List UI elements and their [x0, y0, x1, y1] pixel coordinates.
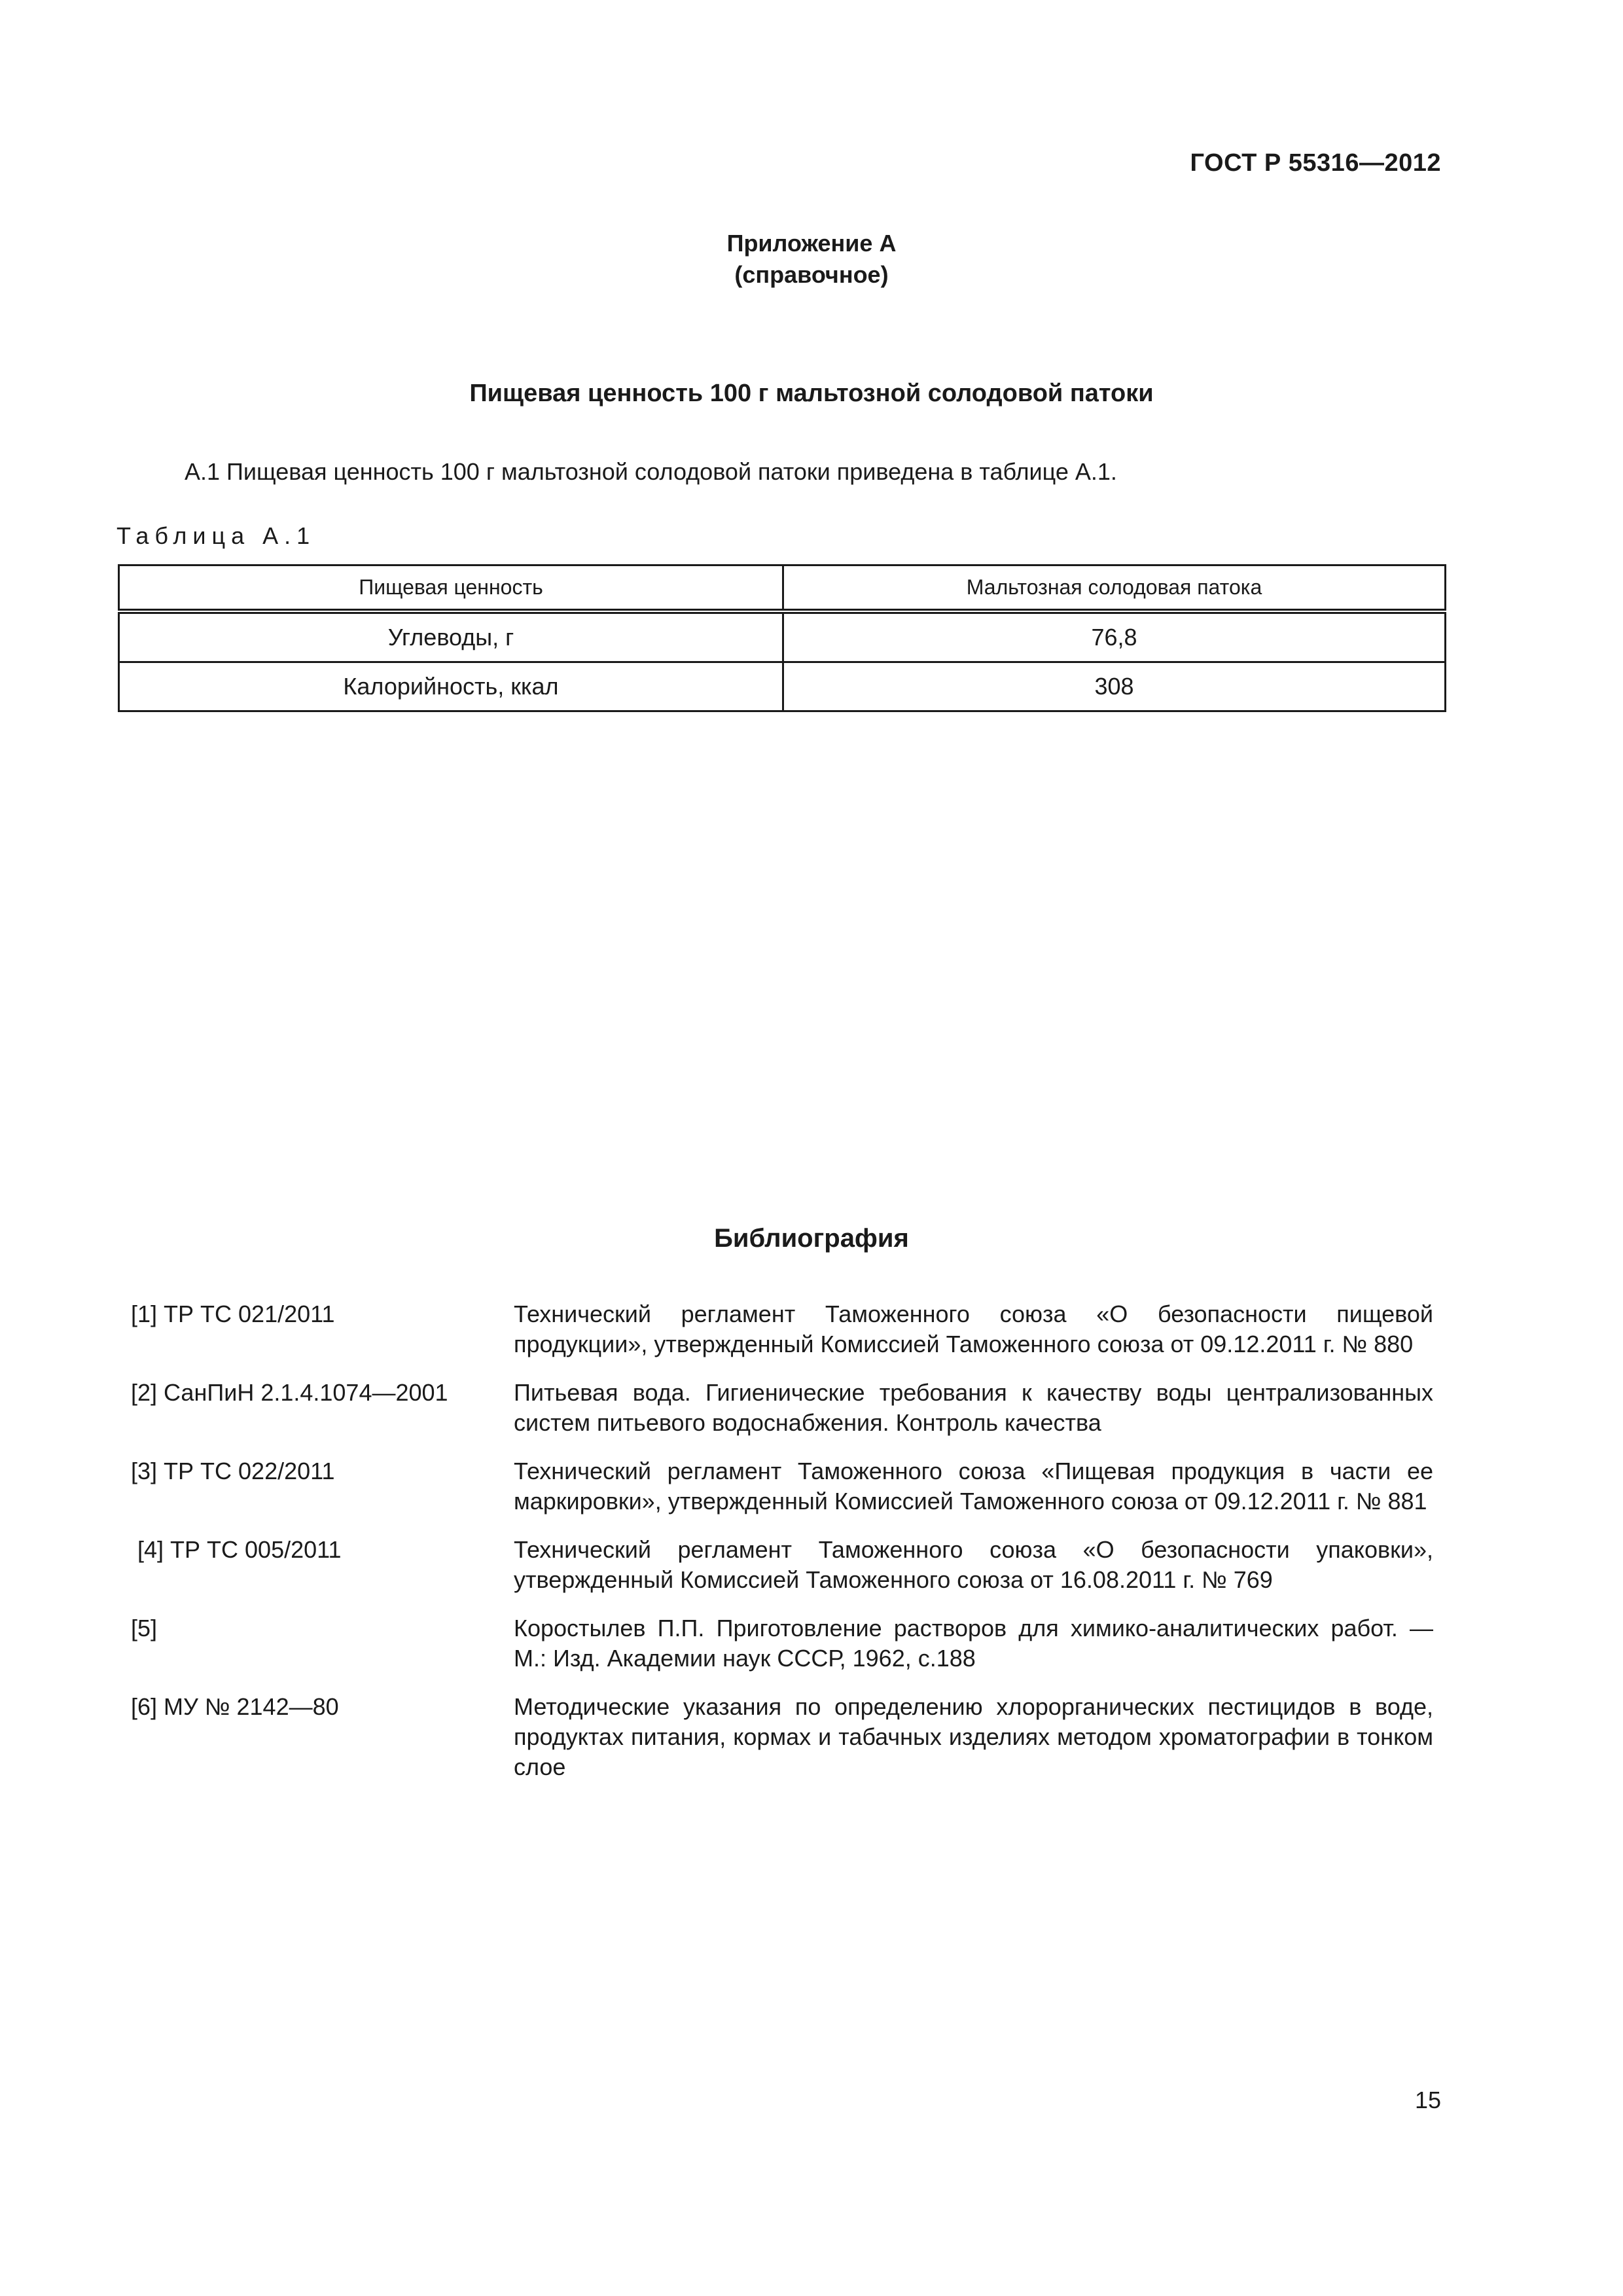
bibliography-entry — [131, 1535, 1433, 1595]
bibliography-text: Технический регламент Таможенного союза «О безопасности упаковки», утвержденный Комиссией Таможенного союза от 16.08.2011 г. № 769 — [514, 1536, 1433, 1593]
bibliography-ref: [1] ТР ТС 021/2011 — [131, 1300, 335, 1327]
table-header-cell: Мальтозная солодовая патока — [783, 565, 1446, 612]
bibliography-text: Методические указания по определению хлорорганических пестицидов в воде, продуктах питания, кормах и табачных изделиях методом хроматографии в тонком слое — [514, 1693, 1433, 1780]
nutrition-table — [118, 564, 1446, 712]
table-row — [119, 611, 1446, 662]
table-cell: Углеводы, г — [119, 611, 783, 662]
section-title: Пищевая ценность 100 г мальтозной солодовой патоки — [469, 380, 1154, 407]
table-cell: 76,8 — [783, 611, 1446, 662]
bibliography-ref: [5] — [131, 1615, 158, 1641]
bibliography-entry — [131, 1692, 1433, 1782]
bibliography-entry — [131, 1299, 1433, 1359]
bibliography-ref: [3] ТР ТС 022/2011 — [131, 1458, 335, 1484]
table-header-cell: Пищевая ценность — [119, 565, 783, 612]
bibliography-list — [131, 1299, 1433, 1801]
bibliography-text: Питьевая вода. Гигиенические требования к качеству воды централизованных систем питьевого водоснабжения. Контроль качества — [514, 1379, 1433, 1436]
bibliography-entry — [131, 1378, 1433, 1438]
bibliography-text: Технический регламент Таможенного союза «О безопасности пищевой продукции», утвержденный Комиссией Таможенного союза от 09.12.2011 г. № 880 — [514, 1300, 1433, 1357]
bibliography-title: Библиография — [714, 1224, 909, 1253]
table-cell: 308 — [783, 662, 1446, 711]
page-number: 15 — [1414, 2087, 1441, 2113]
document-id: ГОСТ Р 55316—2012 — [1190, 149, 1441, 177]
table-header-row — [119, 565, 1446, 612]
bibliography-text: Технический регламент Таможенного союза «Пищевая продукция в части ее маркировки», утвержденный Комиссией Таможенного союза от 09.12.2011 г. № 881 — [514, 1458, 1433, 1515]
bibliography-entry — [131, 1613, 1433, 1674]
section-paragraph: А.1 Пищевая ценность 100 г мальтозной солодовой патоки приведена в таблице А.1. — [185, 458, 1117, 485]
appendix-type: (справочное) — [734, 261, 889, 288]
table-row — [119, 662, 1446, 711]
appendix-title: Приложение А — [726, 230, 897, 257]
bibliography-ref: [6] МУ № 2142—80 — [131, 1693, 339, 1720]
bibliography-ref: [4] ТР ТС 005/2011 — [137, 1536, 342, 1563]
bibliography-entry — [131, 1456, 1433, 1516]
bibliography-ref: [2] СанПиН 2.1.4.1074—2001 — [131, 1379, 448, 1406]
bibliography-text: Коростылев П.П. Приготовление растворов для химико-аналитических работ. — М.: Изд. Академии наук СССР, 1962, с.188 — [514, 1615, 1433, 1672]
table-cell: Калорийность, ккал — [119, 662, 783, 711]
appendix-heading — [0, 228, 1623, 291]
table-caption: Таблица А.1 — [116, 522, 316, 549]
